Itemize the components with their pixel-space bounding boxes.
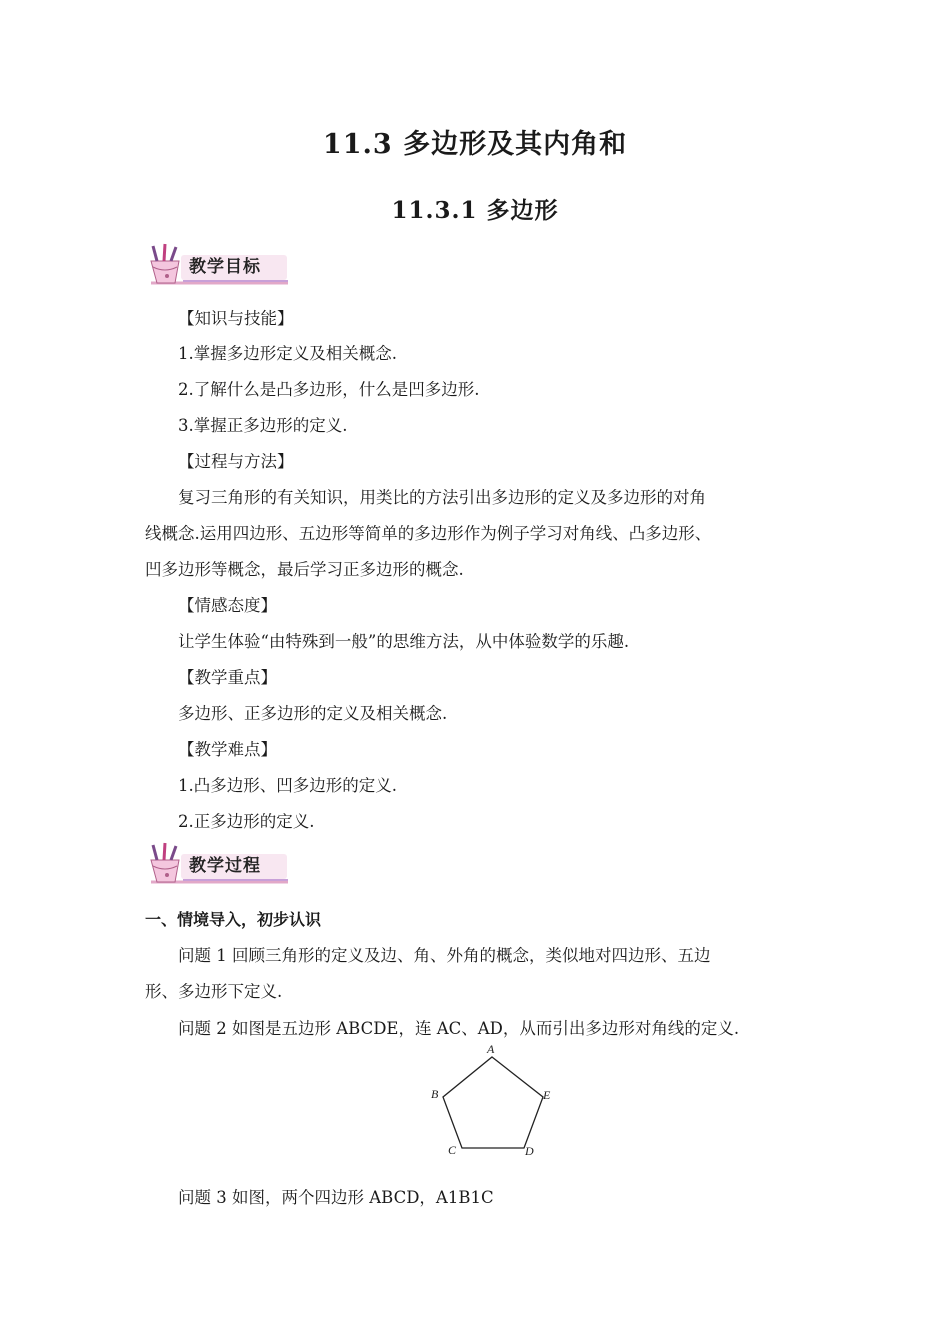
attitude-text: 让学生体验“由特殊到一般”的思维方法，从中体验数学的乐趣. [178,632,630,651]
attitude-heading: 【情感态度】 [178,596,277,615]
method-text: 复习三角形的有关知识，用类比的方法引出多边形的定义及多边形的对角 [178,488,706,507]
pentagon-shape [443,1057,543,1148]
key-text: 多边形、正多边形的定义及相关概念. [178,704,448,723]
question-2: 问题 2 如图是五边形 ABCDE，连 AC、AD，从而引出多边形对角线的定义. [178,1019,740,1038]
knowledge-item: 2.了解什么是凸多边形，什么是凹多边形. [178,380,480,399]
section-badge-label: 教学目标 [189,257,261,277]
question-1: 问题 1 回顾三角形的定义及边、角、外角的概念，类似地对四边形、五边 [178,946,711,965]
vertex-label-e: E [543,1088,551,1102]
page-subtitle: 11.3.1 多边形 [391,197,559,224]
vertex-label-d: D [525,1144,534,1158]
difficulty-heading: 【教学难点】 [178,740,277,759]
knowledge-item: 1.掌握多边形定义及相关概念. [178,344,397,363]
section-badge-process [143,842,293,886]
question-1-cont: 形、多边形下定义. [145,982,283,1001]
vertex-label-c: C [448,1143,457,1157]
question-3: 问题 3 如图，两个四边形 ABCD，A1B1C [178,1188,494,1207]
key-heading: 【教学重点】 [178,668,277,687]
knowledge-heading: 【知识与技能】 [178,309,294,328]
page-title: 11.3 多边形及其内角和 [322,129,628,160]
vertex-label-a: A [487,1042,495,1056]
method-text: 凹多边形等概念，最后学习正多边形的概念. [145,560,464,579]
pentagon-figure [420,1040,560,1165]
difficulty-item: 2.正多边形的定义. [178,812,315,831]
knowledge-item: 3.掌握正多边形的定义. [178,416,348,435]
section-badge-goals [143,243,293,287]
part1-heading: 一、情境导入，初步认识 [145,910,322,929]
method-heading: 【过程与方法】 [178,452,294,471]
vertex-label-b: B [431,1087,439,1101]
difficulty-item: 1.凸多边形、凹多边形的定义. [178,776,397,795]
section-badge-label: 教学过程 [189,856,261,876]
method-text: 线概念.运用四边形、五边形等简单的多边形作为例子学习对角线、凸多边形、 [145,524,712,543]
